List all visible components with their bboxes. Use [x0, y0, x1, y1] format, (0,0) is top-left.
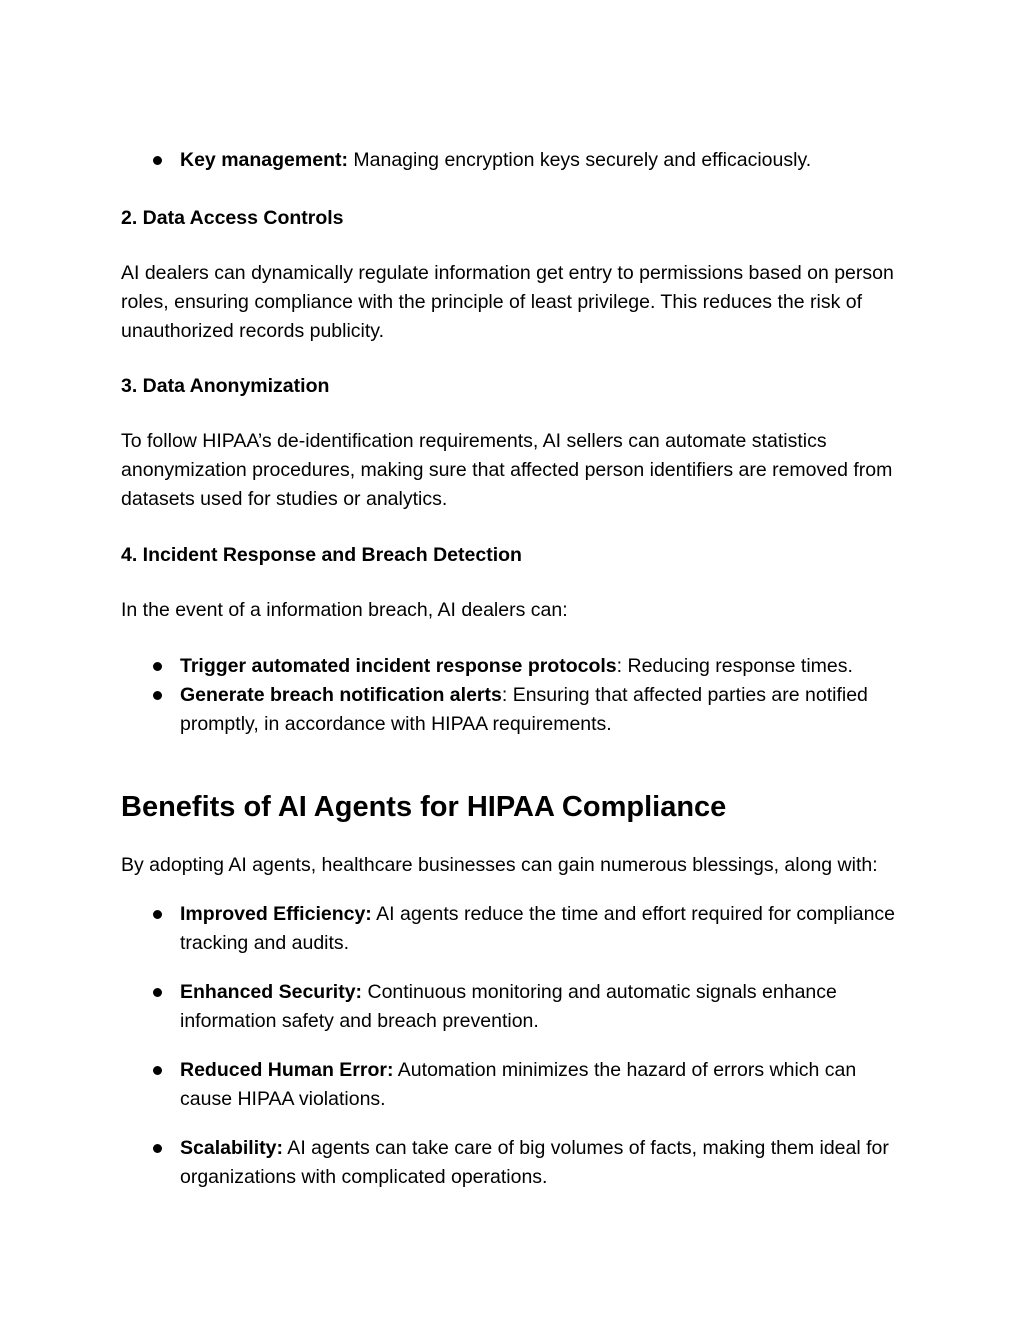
- bullet-label: Enhanced Security:: [180, 981, 363, 1003]
- bullet-text: Continuous monitoring and automatic signals enhance information safety and breach prevention.: [180, 981, 837, 1032]
- section-paragraph-data-anonymization: To follow HIPAA’s de-identification requirements, AI sellers can automate statistics anonymization procedures, making sure that affected person identifiers are removed from datasets used for studies or analytics.: [121, 430, 893, 510]
- bullet-label: Key management:: [180, 149, 348, 171]
- list-item: [121, 1134, 901, 1192]
- bullet-label: Reduced Human Error:: [180, 1059, 394, 1081]
- bullet-text: AI agents reduce the time and effort required for compliance tracking and audits.: [180, 903, 896, 954]
- bullet-icon: [153, 691, 162, 700]
- section-heading-data-access-controls: 2. Data Access Controls: [121, 207, 344, 229]
- list-item: [121, 978, 901, 1036]
- incident-response-list: [121, 652, 901, 739]
- bullet-icon: [153, 662, 162, 671]
- list-item: [121, 146, 901, 175]
- bullet-icon: [153, 988, 162, 997]
- list-item: [121, 681, 901, 739]
- benefits-title: Benefits of AI Agents for HIPAA Compliance: [121, 791, 727, 823]
- bullet-label: Generate breach notification alerts: [180, 684, 502, 706]
- bullet-text: Automation minimizes the hazard of errors which can cause HIPAA violations.: [180, 1059, 857, 1110]
- bullet-label: Trigger automated incident response protocols: [180, 655, 617, 677]
- section-paragraph-data-access-controls: AI dealers can dynamically regulate information get entry to permissions based on person roles, ensuring compliance with the principle of least privilege. This reduces the risk of unauthorized records publicity.: [121, 262, 894, 342]
- section-heading-data-anonymization: 3. Data Anonymization: [121, 375, 330, 397]
- section-intro-incident-response: In the event of a information breach, AI dealers can:: [121, 599, 568, 621]
- bullet-label: Scalability:: [180, 1137, 283, 1159]
- section-heading-incident-response: 4. Incident Response and Breach Detection: [121, 544, 522, 566]
- key-management-list: [121, 146, 901, 175]
- bullet-icon: [153, 156, 162, 165]
- bullet-text: : Ensuring that affected parties are notified promptly, in accordance with HIPAA requirements.: [180, 684, 868, 735]
- list-item: [121, 1056, 901, 1114]
- bullet-icon: [153, 910, 162, 919]
- list-item: [121, 900, 901, 958]
- bullet-icon: [153, 1066, 162, 1075]
- bullet-label: Improved Efficiency:: [180, 903, 372, 925]
- list-item: [121, 652, 901, 681]
- bullet-text: : Reducing response times.: [616, 655, 853, 677]
- bullet-text: AI agents can take care of big volumes of facts, making them ideal for organizations with complicated operations.: [180, 1137, 889, 1188]
- bullet-icon: [153, 1144, 162, 1153]
- benefits-intro: By adopting AI agents, healthcare businesses can gain numerous blessings, along with:: [121, 854, 878, 876]
- bullet-text: Managing encryption keys securely and efficaciously.: [347, 149, 812, 171]
- benefits-list: [121, 900, 901, 1192]
